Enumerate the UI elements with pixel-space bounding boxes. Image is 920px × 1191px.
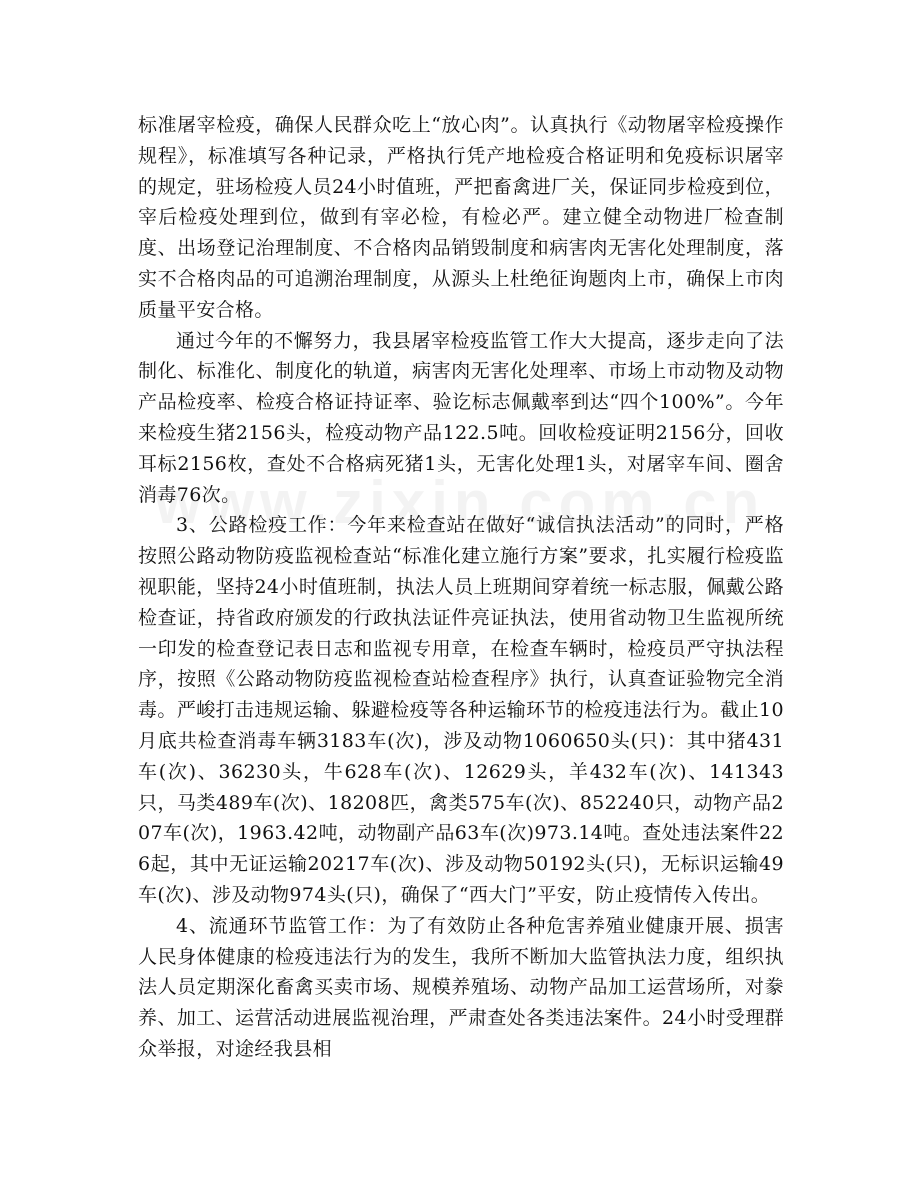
document-body	[138, 110, 784, 1065]
paragraph-1: 标准屠宰检疫，确保人民群众吃上“放心肉”。认真执行《动物屠宰检疫操作规程》，标准填写各种记录，严格执行凭产地检疫合格证明和免疫标识屠宰的规定，驻场检疫人员24小时值班，严把畜禽进厂关，保证同步检疫到位，宰后检疫处理到位，做到有宰必检，有检必严。建立健全动物进厂检查制度、出场登记治理制度、不合格肉品销毁制度和病害肉无害化处理制度，落实不合格肉品的可追溯治理制度，从源头上杜绝征询题肉上市，确保上市肉质量平安合格。	[138, 114, 784, 321]
paragraph-4: 4、流通环节监管工作：为了有效防止各种危害养殖业健康开展、损害人民身体健康的检疫违法行为的发生，我所不断加大监管执法力度，组织执法人员定期深化畜禽买卖市场、规模养殖场、动物产品加工运营场所，对豢养、加工、运营活动进展监视治理，严肃查处各类违法案件。24小时受理群众举报，对途经我县相	[138, 914, 784, 1060]
paragraph-3: 3、公路检疫工作：今年来检查站在做好“诚信执法活动”的同时，严格按照公路动物防疫监视检查站“标准化建立施行方案”要求，扎实履行检疫监视职能，坚持24小时值班制，执法人员上班期间穿着统一标志服，佩戴公路检查证，持省政府颁发的行政执法证件亮证执法，使用省动物卫生监视所统一印发的检查登记表日志和监视专用章，在检查车辆时，检疫员严守执法程序，按照《公路动物防疫监视检查站检查程序》执行，认真查证验物完全消毒。严峻打击违规运输、躲避检疫等各种运输环节的检疫违法行为。截止10月底共检查消毒车辆3183车(次)，涉及动物1060650头(只)：其中猪431车(次)、36230头，牛628车(次)、12629头，羊432车(次)、141343只，马类489车(次)、18208匹，禽类575车(次)、852240只，动物产品207车(次)，1963.42吨，动物副产品63车(次)973.14吨。查处违法案件226起，其中无证运输20217车(次)、涉及动物50192头(只)，无标识运输49车(次)、涉及动物974头(只)，确保了“西大门”平安，防止疫情传入传出。	[138, 514, 784, 906]
paragraph-2: 通过今年的不懈努力，我县屠宰检疫监管工作大大提高，逐步走向了法制化、标准化、制度化的轨道，病害肉无害化处理率、市场上市动物及动物产品检疫率、检疫合格证持证率、验讫标志佩戴率到达“四个100%”。今年来检疫生猪2156头，检疫动物产品122.5吨。回收检疫证明2156分，回收耳标2156枚，查处不合格病死猪1头，无害化处理1头，对屠宰车间、圈舍消毒76次。	[138, 329, 784, 506]
